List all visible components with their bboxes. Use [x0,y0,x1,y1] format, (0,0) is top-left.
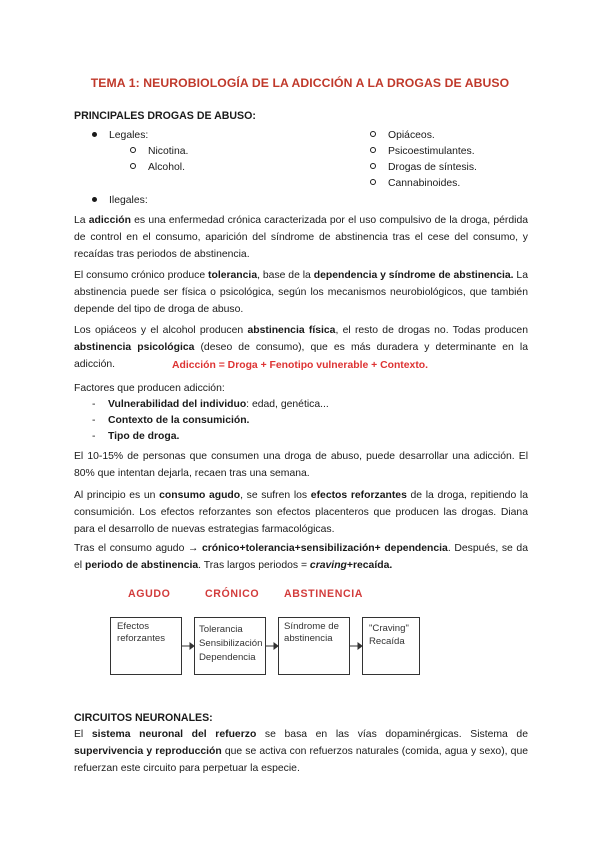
paragraph-tolerancia: El consumo crónico produce tolerancia, base de la dependencia y síndrome de abstinencia. La abstinencia puede ser física o psicológica, según los mecanismos neurobiológicos, que también depende del tipo de droga de abuso. [74,270,528,315]
factors-intro: Factores que producen adicción: [74,383,225,394]
arrow-icon [266,643,278,649]
arrow-icon [350,643,362,649]
arrow-icon [182,643,194,649]
page-title: TEMA 1: NEUROBIOLOGÍA DE LA ADICCIÓN A LA DROGAS DE ABUSO [90,76,510,90]
paragraph-abstinencia: Los opiáceos y el alcohol producen abstinencia física, el resto de drogas no. Todas producen abstinencia psicológica (deseo de consumo), que es más duradera y determinante en la adicción. [74,325,528,370]
diagram-box-abstinencia: Síndrome de abstinencia [278,617,350,675]
circuits-heading: CIRCUITOS NEURONALES: [74,712,213,724]
legal-item-text: Alcohol. [148,162,185,173]
factor-item: - Vulnerabilidad del individuo: edad, genética... [92,399,329,410]
paragraph-circuitos: El sistema neuronal del refuerzo se basa en las vías dopaminérgicas. Sistema de supervivencia y reproducción que se activa con refuerzos naturales (comida, agua y sexo), que refuerzan este circuito para perpetuar la especie. [74,729,528,774]
paragraph-consumo-agudo: Al principio es un consumo agudo, se sufren los efectos reforzantes de la droga, repitiendo la consumición. Los efectos reforzantes son efectos placenteros que producen las drogas. Diana para el desarrollo de nuevas estrategias farmacológicas. [74,490,528,535]
paragraph-statistics: El 10-15% de personas que consumen una droga de abuso, puede desarrollar una adicción. El 80% que intentan dejarla, recaen tras una semana. [74,451,528,479]
illegal-item-text: Opiáceos. [388,130,435,141]
drugs-heading: PRINCIPALES DROGAS DE ABUSO: [74,110,256,122]
diagram-box-cronico: Tolerancia Sensibilización Dependencia [194,617,266,675]
diagram-box-agudo: Efectos reforzantes [110,617,182,675]
diagram-box-craving: "Craving" Recaída [362,617,420,675]
illegal-item-text: Psicoestimulantes. [388,146,475,157]
factor-item: - Tipo de droga. [92,431,180,442]
addiction-formula: Adicción = Droga + Fenotipo vulnerable + Contexto. [171,360,429,371]
diagram-label-agudo: AGUDO [128,588,171,600]
legal-label: Legales: [109,130,149,141]
legal-item-text: Nicotina. [148,146,189,157]
illegal-item-text: Drogas de síntesis. [388,162,477,173]
illegal-item-text: Cannabinoides. [388,178,461,189]
paragraph-adiccion: La adicción es una enfermedad crónica caracterizada por el uso compulsivo de la droga, pérdida de control en el consumo, aparición del síndrome de abstinencia tras el cese del consumo, y recaídas tras periodos de abstinencia. [74,215,528,260]
factor-item: - Contexto de la consumición. [92,415,250,426]
paragraph-cronico: Tras el consumo agudo → crónico+tolerancia+sensibilización+ dependencia. Después, se da el periodo de abstinencia. Tras largos periodos = craving+recaída. [74,543,528,571]
diagram-label-abstinencia: ABSTINENCIA [284,588,363,600]
illegal-label: Ilegales: [109,195,148,206]
diagram-label-cronico: CRÓNICO [205,588,260,600]
